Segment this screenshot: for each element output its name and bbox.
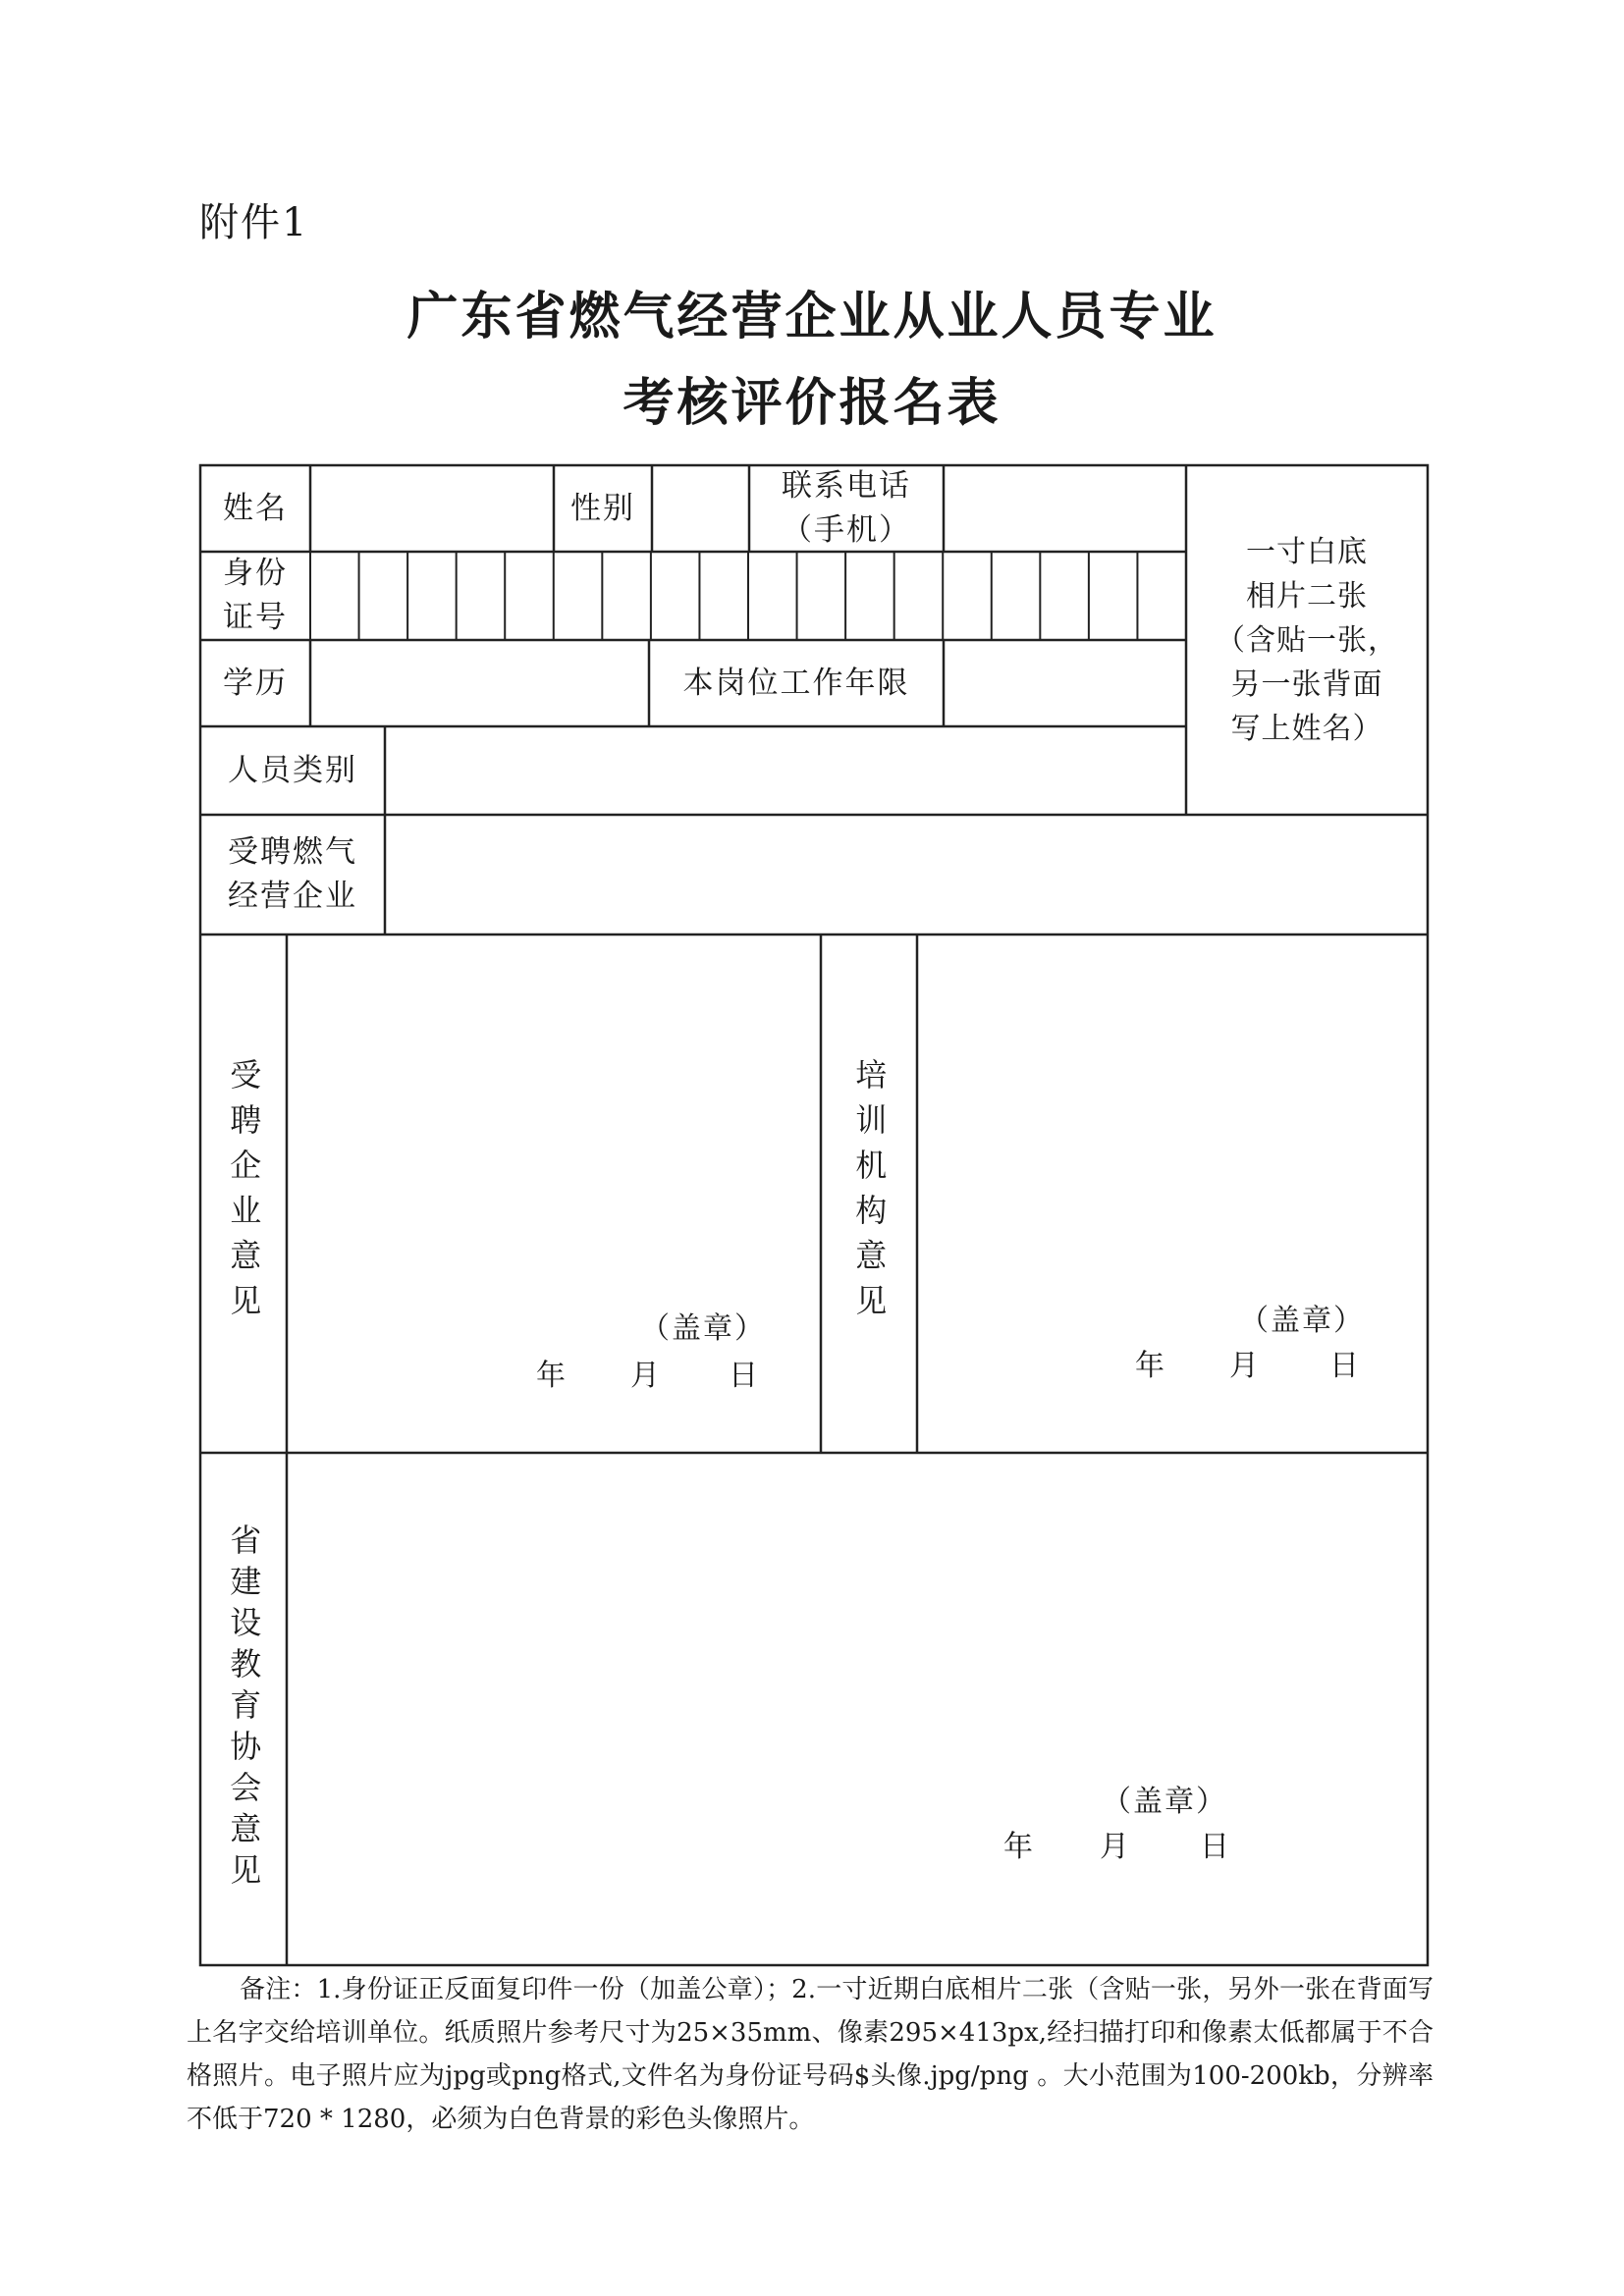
association-date-year: 年 bbox=[1003, 1830, 1033, 1864]
employer-label-line2: 经营企业 bbox=[228, 879, 357, 914]
photo-note-line4: 另一张背面 bbox=[1230, 667, 1383, 702]
attachment-label: 附件1 bbox=[199, 200, 309, 245]
gender-label: 性别 bbox=[570, 490, 635, 526]
work-years-field[interactable] bbox=[946, 642, 1184, 724]
phone-label-line2: （手机） bbox=[782, 512, 911, 548]
personnel-category-label: 人员类别 bbox=[228, 752, 357, 788]
training-opinion-label: 培训机构意见 bbox=[850, 1058, 889, 1329]
photo-note-line2: 相片二张 bbox=[1246, 578, 1368, 614]
work-years-label: 本岗位工作年限 bbox=[682, 665, 910, 701]
photo-area[interactable] bbox=[1186, 465, 1428, 815]
photo-note-line3: （含贴一张， bbox=[1216, 622, 1398, 658]
employer-date-year: 年 bbox=[536, 1359, 566, 1393]
training-date-month: 月 bbox=[1229, 1349, 1259, 1383]
form-title-line2: 考核评价报名表 bbox=[623, 374, 1001, 433]
id-label-line2: 证号 bbox=[223, 600, 288, 635]
education-label: 学历 bbox=[223, 665, 288, 701]
personnel-category-field[interactable] bbox=[387, 728, 1184, 813]
id-number-field[interactable] bbox=[312, 554, 1184, 638]
employer-date-day: 日 bbox=[729, 1359, 758, 1393]
name-field[interactable] bbox=[312, 467, 552, 550]
photo-note-line1: 一寸白底 bbox=[1246, 534, 1368, 569]
phone-label-line1: 联系电话 bbox=[782, 468, 911, 505]
education-field[interactable] bbox=[312, 642, 647, 724]
photo-note-line5: 写上姓名） bbox=[1230, 711, 1383, 746]
form-remarks: 备注：1.身份证正反面复印件一份（加盖公章）；2.一寸近期白底相片二张（含贴一张，另外一张在背面写上名字交给培训单位。纸质照片参考尺寸为25×35mm、像素295×413px,经扫描打印和像素太低都属于不合格照片。电子照片应为jpg或png格式,文件名为身份证号码$头像.jpg/png 。大小范围为100-200kb，分辨率不低于720 * 1280，必须为白色背景的彩色头像照片。 bbox=[187, 1975, 1434, 2134]
association-opinion-field[interactable] bbox=[289, 1455, 1426, 1963]
phone-label bbox=[749, 465, 944, 552]
employer-label bbox=[200, 815, 385, 934]
id-number-label bbox=[200, 552, 310, 640]
employer-label-line1: 受聘燃气 bbox=[228, 834, 357, 871]
training-date-day: 日 bbox=[1329, 1349, 1359, 1383]
form-title-line1: 广东省燃气经营企业从业人员专业 bbox=[406, 288, 1218, 347]
employer-field[interactable] bbox=[387, 817, 1426, 933]
name-label: 姓名 bbox=[223, 490, 288, 526]
association-date-month: 月 bbox=[1100, 1830, 1129, 1864]
association-opinion-label: 省建设教育协会意见 bbox=[225, 1523, 263, 1895]
training-date-year: 年 bbox=[1135, 1349, 1164, 1383]
employer-stamp: （盖章） bbox=[640, 1311, 766, 1346]
gender-field[interactable] bbox=[654, 467, 747, 550]
phone-field[interactable] bbox=[946, 467, 1184, 550]
employer-date-month: 月 bbox=[630, 1359, 660, 1393]
id-label-line1: 身份 bbox=[223, 556, 288, 592]
association-stamp: （盖章） bbox=[1102, 1785, 1227, 1819]
training-stamp: （盖章） bbox=[1239, 1304, 1365, 1338]
employer-opinion-label: 受聘企业意见 bbox=[225, 1058, 263, 1329]
association-date-day: 日 bbox=[1200, 1830, 1229, 1864]
